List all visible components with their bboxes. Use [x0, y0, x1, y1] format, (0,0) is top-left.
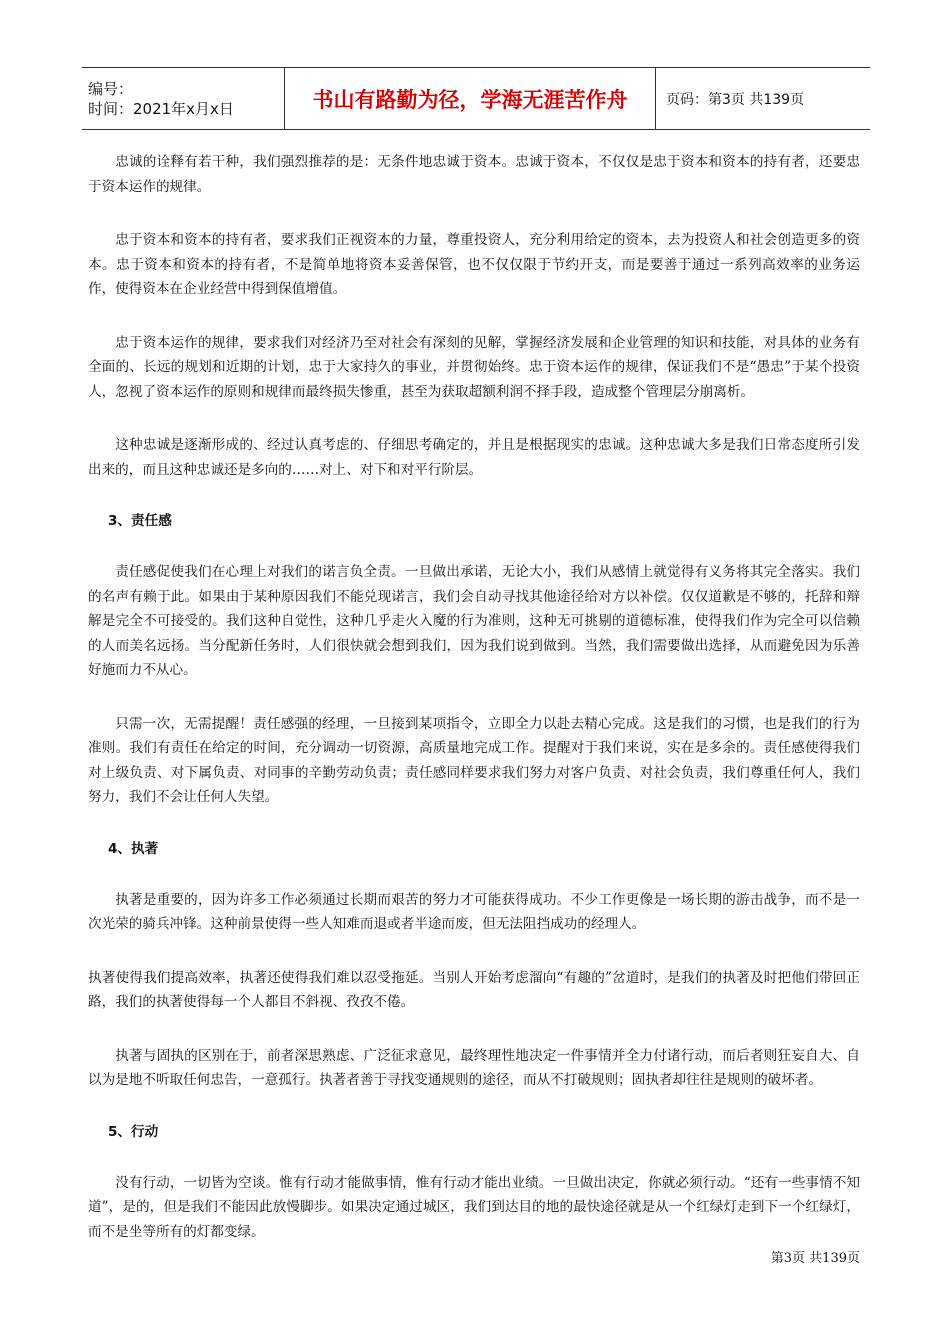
header-left-cell [82, 68, 285, 130]
body-paragraph: 执著使得我们提高效率，执著还使得我们难以忍受拖延。当别人开始考虑溜向“有趣的”岔道时，是我们的执著及时把他们带回正路，我们的执著使得每一个人都目不斜视、孜孜不倦。 [88, 969, 860, 1010]
serial-label: 编号： [88, 79, 134, 98]
header-motto: 书山有路勤为径，学海无涯苦作舟 [285, 68, 656, 130]
header-table [82, 67, 870, 130]
section-heading: 4、执著 [108, 840, 159, 857]
footer-page-number: 第3页 共139页 [770, 1251, 860, 1266]
body-paragraph: 执著是重要的，因为许多工作必须通过长期而艰苦的努力才可能获得成功。不少工作更像是一场长期的游击战争，而不是一次光荣的骑兵冲锋。这种前景使得一些人知难而退或者半途而废，但无法阻挡成功的经理人。 [88, 891, 860, 932]
document-body [88, 150, 860, 1273]
body-paragraph: 执著与固执的区别在于，前者深思熟虑、广泛征求意见，最终理性地决定一件事情并全力付诸行动，而后者则狂妄自大、自以为是地不听取任何忠告，一意孤行。执著者善于寻找变通规则的途径，而从不打破规则；固执者却往往是规则的破坏者。 [88, 1047, 860, 1088]
body-paragraph: 忠于资本运作的规律，要求我们对经济乃至对社会有深刻的见解，掌握经济发展和企业管理的知识和技能，对具体的业务有全面的、长远的规划和近期的计划，忠于大家持久的事业，并贯彻始终。忠于资本运作的规律，保证我们不是“愚忠”于某个投资人，忽视了资本运作的原则和规律而最终损失惨重，甚至为获取超额利润不择手段，造成整个管理层分崩离析。 [88, 334, 860, 400]
date-label: 时间：2021年x月x日 [88, 99, 234, 118]
section-heading: 3、责任感 [108, 513, 172, 529]
body-paragraph: 忠诚的诠释有若干种，我们强烈推荐的是：无条件地忠诚于资本。忠诚于资本，不仅仅是忠于资本和资本的持有者，还要忠于资本运作的规律。 [88, 154, 860, 195]
body-paragraph: 这种忠诚是逐渐形成的、经过认真考虑的、仔细思考确定的，并且是根据现实的忠诚。这种忠诚大多是我们日常态度所引发出来的，而且这种忠诚还是多向的……对上、对下和对平行阶层。 [88, 437, 860, 478]
header-page-code: 页码：第3页 共139页 [656, 68, 871, 130]
body-paragraph: 只需一次，无需提醒！责任感强的经理，一旦接到某项指令，立即全力以赴去精心完成。这是我们的习惯，也是我们的行为准则。我们有责任在给定的时间，充分调动一切资源，高质量地完成工作。提醒对于我们来说，实在是多余的。责任感使得我们对上级负责、对下属负责、对同事的辛勤劳动负责；责任感同样要求我们努力对客户负责、对社会负责，我们尊重任何人，我们努力，我们不会让任何人失望。 [88, 715, 860, 805]
body-paragraph: 责任感促使我们在心理上对我们的诺言负全责。一旦做出承诺，无论大小，我们从感情上就觉得有义务将其完全落实。我们的名声有赖于此。如果由于某种原因我们不能兑现诺言，我们会自动寻找其他途径给对方以补偿。仅仅道歉是不够的，托辞和辩解是完全不可接受的。我们这种自觉性，这种几乎走火入魔的行为准则，这种无可挑剔的道德标准，使得我们作为完全可以信赖的人而美名远扬。当分配新任务时，人们很快就会想到我们，因为我们说到做到。当然，我们需要做出选择，从而避免因为乐善好施而力不从心。 [88, 564, 860, 678]
body-paragraph: 没有行动，一切皆为空谈。惟有行动才能做事情，惟有行动才能出业绩。一旦做出决定，你就必须行动。“还有一些事情不知道”，是的，但是我们不能因此放慢脚步。如果决定通过城区，我们到达目的地的最快途径就是从一个红绿灯走到下一个红绿灯，而不是坐等所有的灯都变绿。 [88, 1174, 860, 1240]
body-paragraph: 忠于资本和资本的持有者，要求我们正视资本的力量，尊重投资人，充分利用给定的资本，去为投资人和社会创造更多的资本。忠于资本和资本的持有者，不是简单地将资本妥善保管，也不仅仅限于节约开支，而是要善于通过一系列高效率的业务运作，使得资本在企业经营中得到保值增值。 [88, 232, 860, 297]
section-heading: 5、行动 [108, 1123, 159, 1140]
